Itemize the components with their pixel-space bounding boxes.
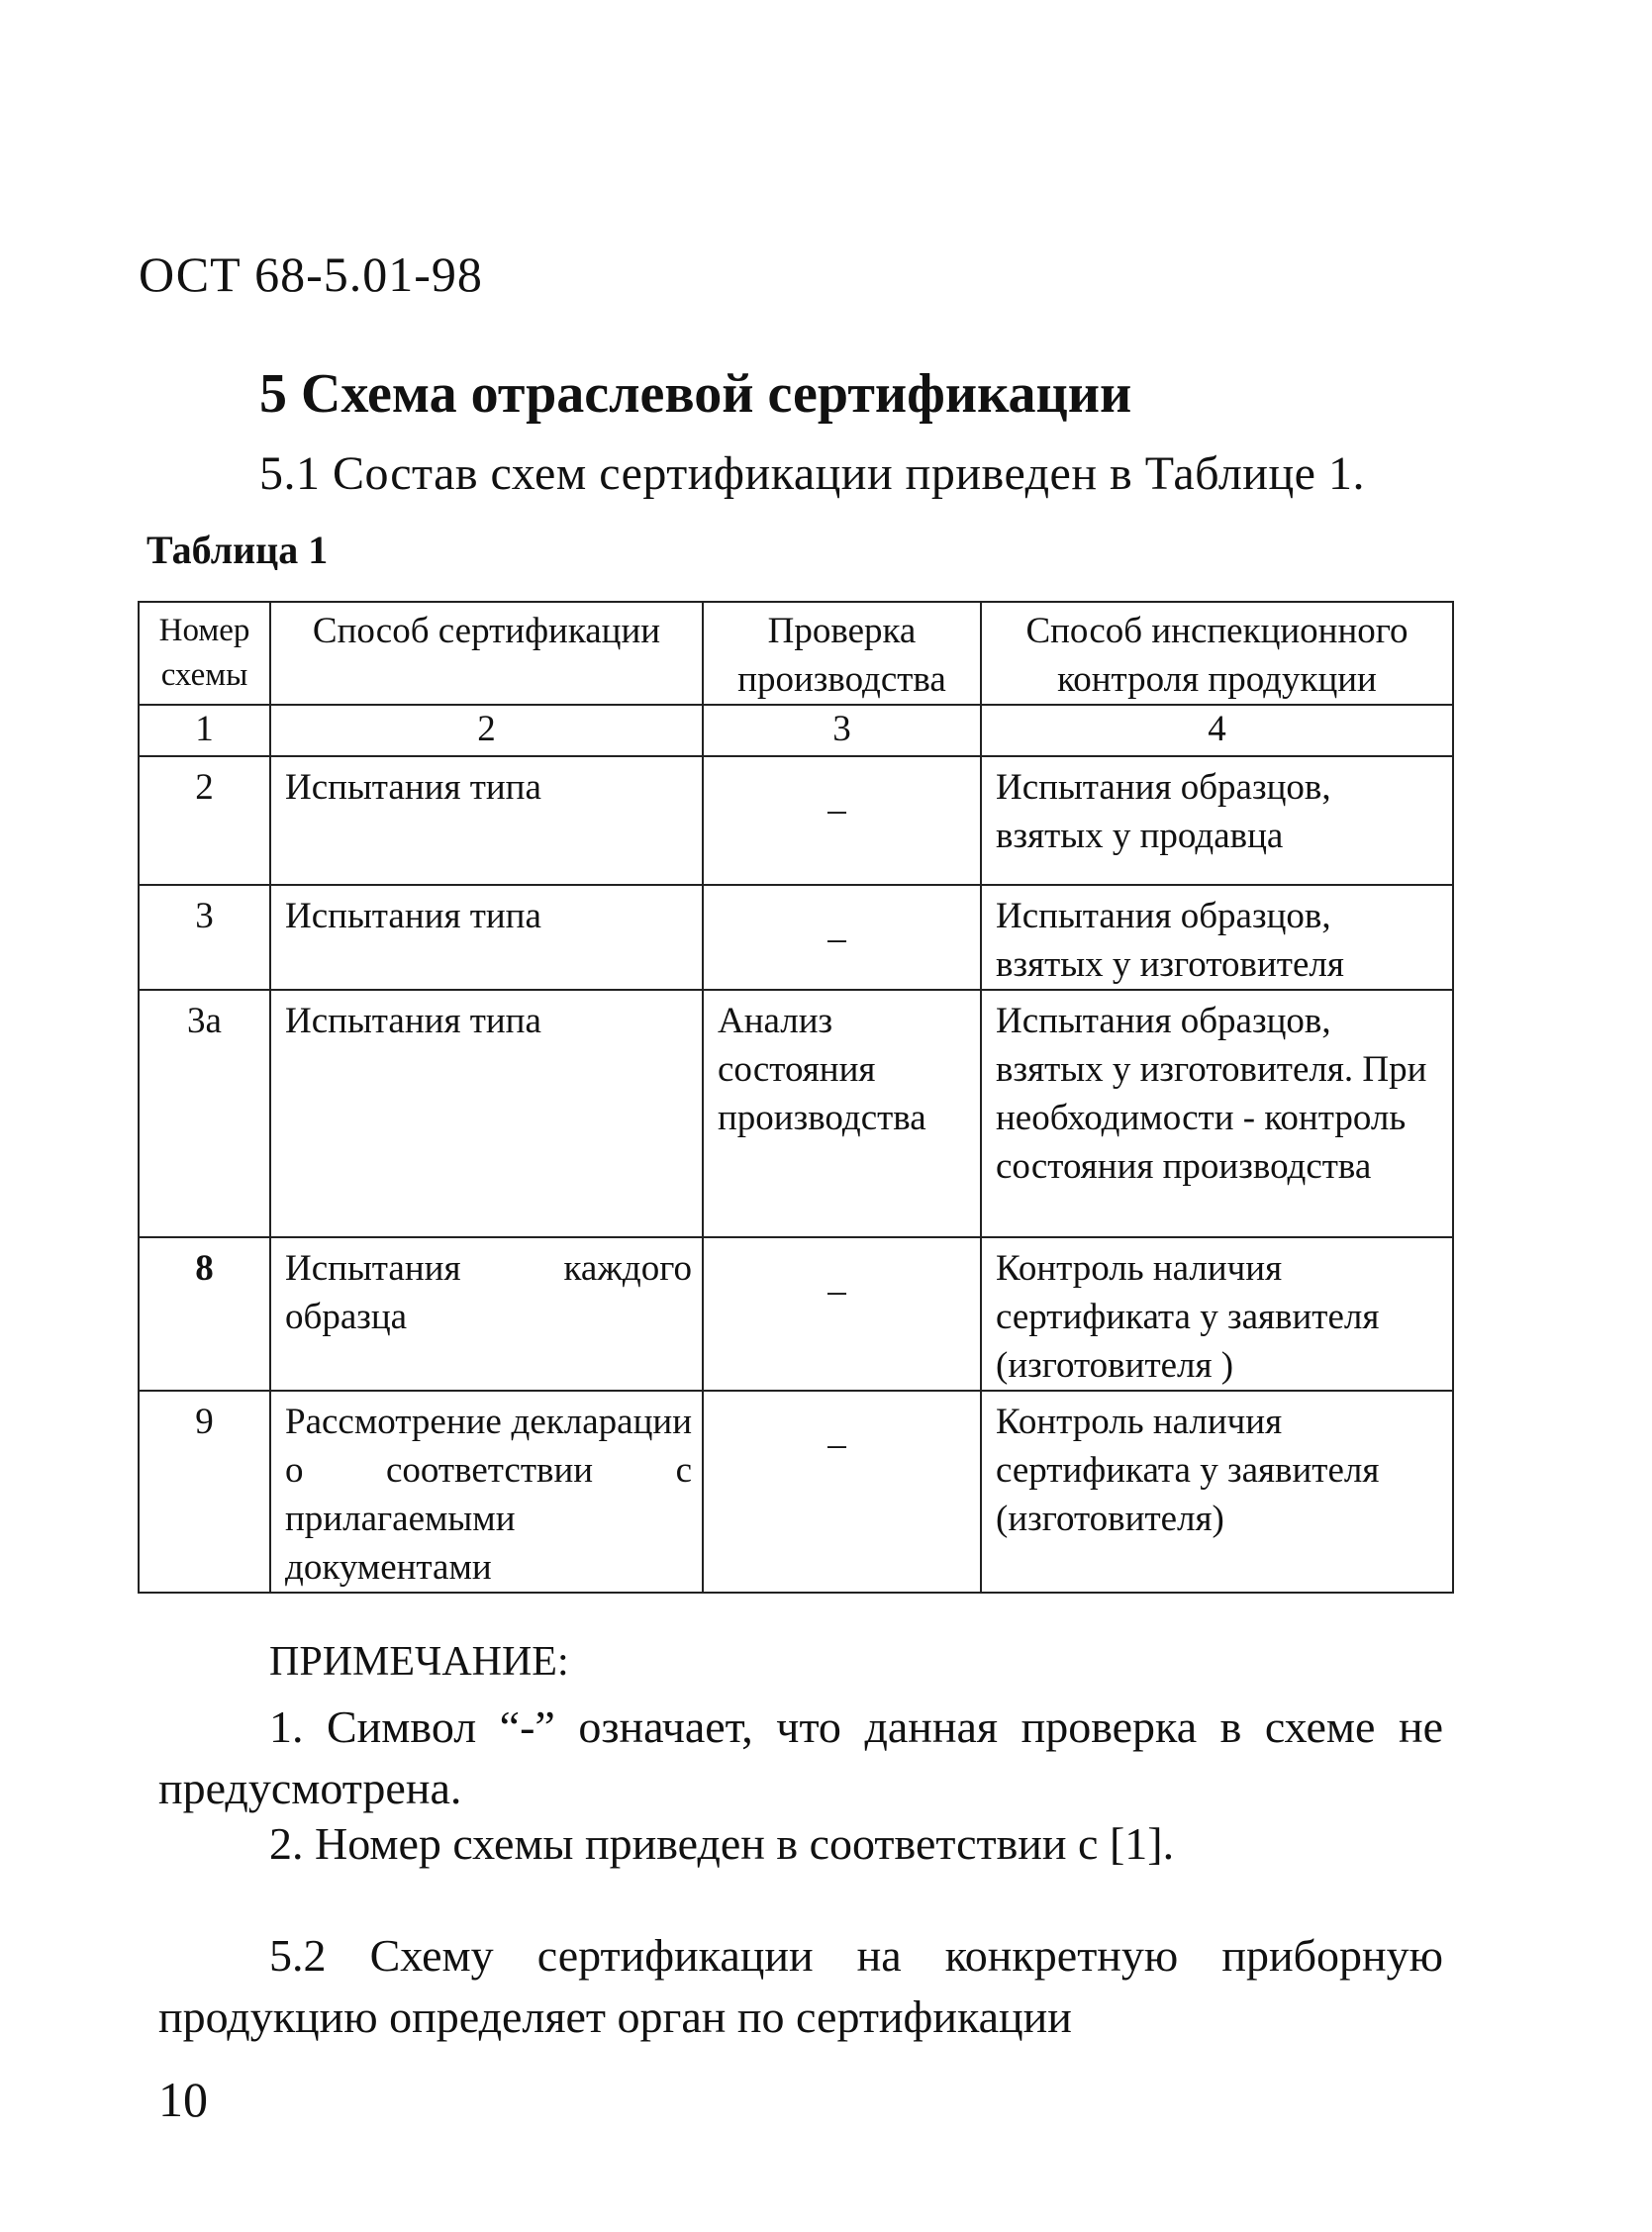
document-code: ОСТ 68-5.01-98 (139, 246, 483, 302)
production-check: Анализ состояния производства (703, 990, 981, 1237)
header-inspection-method: Способ инспекционного контроля продукции (981, 602, 1453, 705)
paragraph-5-2: 5.2 Схему сертификации на конкретную приборную продукцию определяет орган по сертификации (158, 1930, 1443, 2042)
inspection-method: Контроль наличия сертификата у заявителя (изготовителя ) (981, 1237, 1453, 1391)
production-check: _ (703, 756, 981, 885)
column-number: 4 (981, 705, 1453, 756)
note-item-2: 2. Номер схемы приведен в соответствии с [1]. (269, 1818, 1175, 1869)
page-number: 10 (158, 2072, 208, 2127)
column-number: 2 (270, 705, 703, 756)
table-row (139, 885, 1453, 990)
inspection-method: Испытания образцов, взятых у изготовителя (981, 885, 1453, 990)
note-heading: ПРИМЕЧАНИЕ: (269, 1639, 569, 1685)
column-number: 3 (703, 705, 981, 756)
inspection-method: Испытания образцов, взятых у изготовителя. При необходимости - контроль состояния производства (981, 990, 1453, 1237)
table-row (139, 756, 1453, 885)
column-number: 1 (139, 705, 270, 756)
scheme-number: 2 (139, 756, 270, 885)
scheme-number: 9 (139, 1391, 270, 1593)
inspection-method: Испытания образцов, взятых у продавца (981, 756, 1453, 885)
table-row (139, 1391, 1453, 1593)
header-certification-method: Способ сертификации (270, 602, 703, 705)
table-row (139, 990, 1453, 1237)
production-check: _ (703, 1391, 981, 1593)
certification-method: Испытания типа (270, 756, 703, 885)
intro-paragraph: 5.1 Состав схем сертификации приведен в Таблице 1. (259, 447, 1365, 500)
table-row (139, 1237, 1453, 1391)
certification-method: Испытания типа (270, 885, 703, 990)
scheme-number: 3а (139, 990, 270, 1237)
note-item-1: 1. Символ “-” означает, что данная проверка в схеме не предусмотрена. (158, 1701, 1443, 1813)
production-check: _ (703, 885, 981, 990)
header-production-check: Проверка производства (703, 602, 981, 705)
certification-method: Испытания типа (270, 990, 703, 1237)
section-title: 5 Схема отраслевой сертификации (259, 363, 1132, 425)
certification-schemes-table (138, 601, 1454, 1594)
table-header-row (139, 602, 1453, 705)
scheme-number: 3 (139, 885, 270, 990)
scheme-number: 8 (139, 1237, 270, 1391)
inspection-method: Контроль наличия сертификата у заявителя (изготовителя) (981, 1391, 1453, 1593)
certification-method: Испытания каждого образца (270, 1237, 703, 1391)
production-check: _ (703, 1237, 981, 1391)
certification-method: Рассмотрение декларации о соответствии с прилагаемыми документами (270, 1391, 703, 1593)
column-number-row (139, 705, 1453, 756)
table-caption: Таблица 1 (146, 528, 329, 572)
header-scheme-number: Номер схемы (139, 602, 270, 705)
